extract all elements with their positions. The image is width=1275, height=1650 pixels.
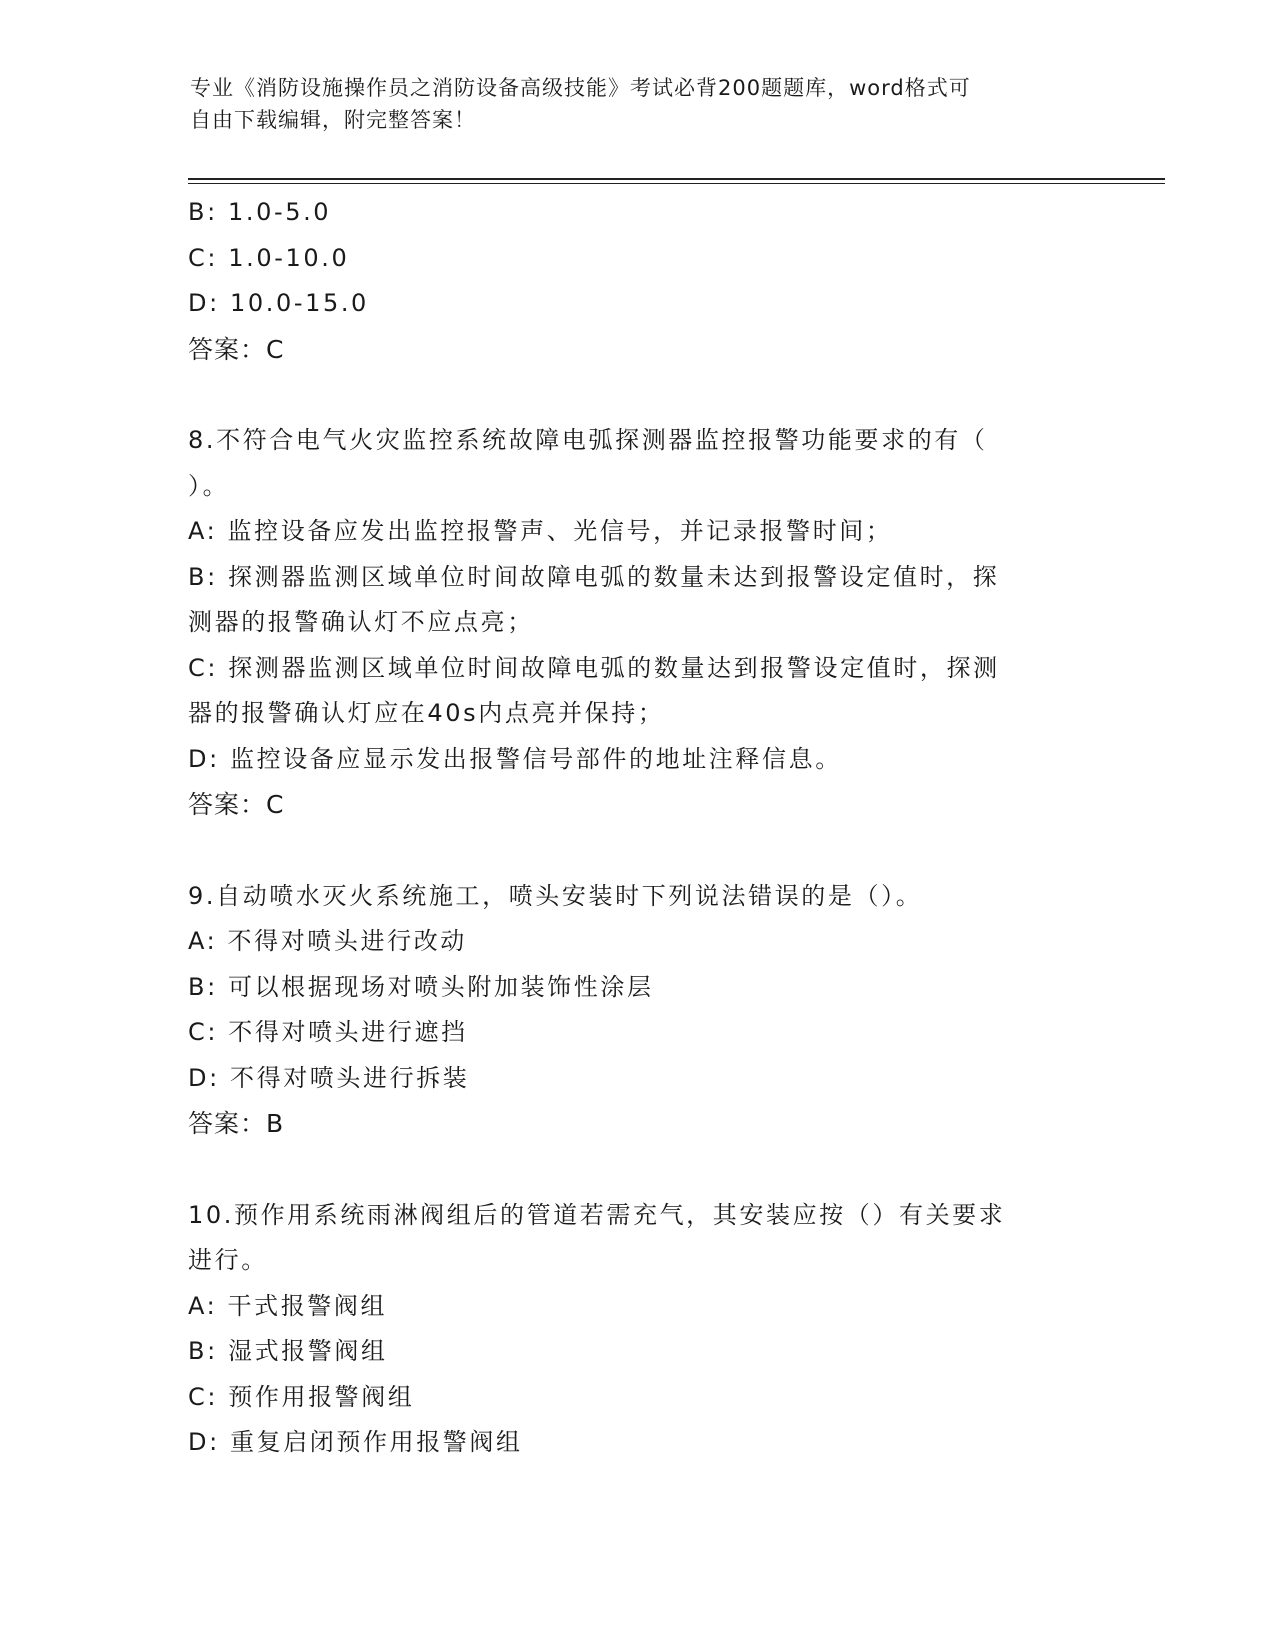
option-c: C: 1.0-10.0 <box>188 243 350 272</box>
question-stem: 9.自动喷水灭火系统施工，喷头安装时下列说法错误的是（）。 <box>188 881 923 910</box>
answer-line: 答案：B <box>188 1109 285 1138</box>
option-a: A: 监控设备应发出监控报警声、光信号，并记录报警时间； <box>188 517 893 545</box>
option-b: B: 可以根据现场对喷头附加装饰性涂层 <box>188 972 654 1001</box>
option-a: A: 干式报警阀组 <box>188 1291 388 1320</box>
option-d: D: 不得对喷头进行拆装 <box>188 1063 470 1092</box>
option-c-continued: 器的报警确认灯应在40s内点亮并保持； <box>188 699 665 727</box>
question-spacer <box>188 372 1088 418</box>
option-a: A: 不得对喷头进行改动 <box>188 927 467 955</box>
header-title-line-1: 专业《消防设施操作员之消防设备高级技能》考试必背200题题库，word格式可 <box>190 76 971 100</box>
option-d: D: 监控设备应显示发出报警信号部件的地址注释信息。 <box>188 744 842 773</box>
option-b: B: 探测器监测区域单位时间故障电弧的数量未达到报警设定值时，探 <box>188 562 1000 591</box>
question-8 <box>188 418 1088 828</box>
option-b: B: 湿式报警阀组 <box>188 1337 388 1365</box>
question-stem: 进行。 <box>188 1246 268 1274</box>
question-10 <box>188 1193 1088 1466</box>
option-b-continued: 测器的报警确认灯不应点亮； <box>188 608 534 636</box>
option-c: C: 预作用报警阀组 <box>188 1382 415 1411</box>
option-b: B: 1.0-5.0 <box>188 198 332 226</box>
question-9 <box>188 874 1088 1147</box>
header-title-line-2: 自由下载编辑，附完整答案！ <box>190 108 476 132</box>
answer-line: 答案：C <box>188 790 285 819</box>
question-7-continued <box>188 190 1088 372</box>
question-spacer <box>188 1147 1088 1193</box>
header-divider-thick <box>188 178 1165 180</box>
option-c: C: 不得对喷头进行遮挡 <box>188 1018 468 1046</box>
question-spacer <box>188 828 1088 874</box>
option-c: C: 探测器监测区域单位时间故障电弧的数量达到报警设定值时，探测 <box>188 653 1000 682</box>
question-stem: 8.不符合电气火灾监控系统故障电弧探测器监控报警功能要求的有（ <box>188 426 988 454</box>
document-header <box>190 72 1090 136</box>
option-d: D: 重复启闭预作用报警阀组 <box>188 1428 523 1456</box>
answer-line: 答案：C <box>188 334 285 364</box>
option-d: D: 10.0-15.0 <box>188 289 369 317</box>
question-stem: ）。 <box>188 471 230 500</box>
header-divider-thin <box>188 183 1165 184</box>
question-list <box>188 190 1088 1466</box>
question-stem: 10.预作用系统雨淋阀组后的管道若需充气，其安装应按（）有关要求 <box>188 1200 1006 1229</box>
